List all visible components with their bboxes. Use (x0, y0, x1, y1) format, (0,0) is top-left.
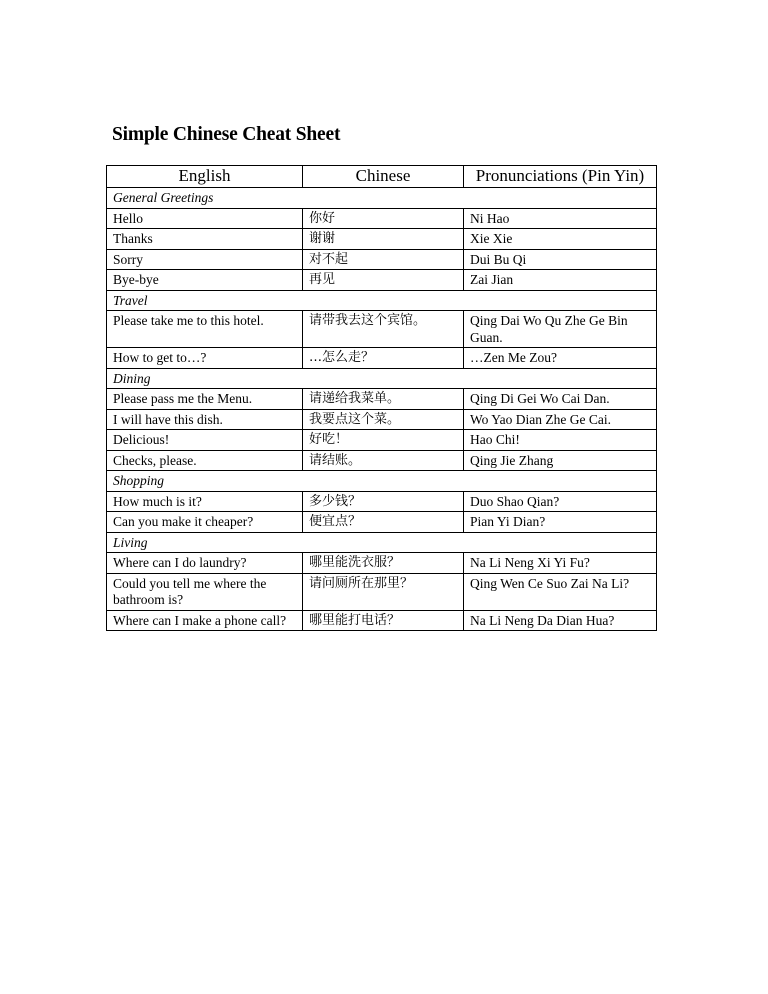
chinese-cell: 哪里能洗衣服？ (303, 553, 464, 574)
english-cell: I will have this dish. (107, 409, 303, 430)
section-row (107, 471, 657, 492)
english-cell: Where can I do laundry? (107, 553, 303, 574)
english-cell: Please pass me the Menu. (107, 389, 303, 410)
table-row (107, 553, 657, 574)
chinese-cell: …怎么走？ (303, 348, 464, 369)
table-row (107, 389, 657, 410)
pinyin-cell: Ni Hao (464, 208, 657, 229)
pinyin-cell: Na Li Neng Xi Yi Fu? (464, 553, 657, 574)
column-header-english: English (107, 166, 303, 188)
english-cell: Bye-bye (107, 270, 303, 291)
table-row (107, 311, 657, 348)
english-cell: Can you make it cheaper? (107, 512, 303, 533)
section-row (107, 188, 657, 209)
section-row (107, 290, 657, 311)
english-cell: Hello (107, 208, 303, 229)
section-heading: Dining (107, 368, 657, 389)
chinese-cell: 请带我去这个宾馆。 (303, 311, 464, 348)
english-cell: Please take me to this hotel. (107, 311, 303, 348)
table-body (107, 188, 657, 631)
chinese-cell: 好吃！ (303, 430, 464, 451)
section-heading: Shopping (107, 471, 657, 492)
section-heading: Travel (107, 290, 657, 311)
pinyin-cell: Qing Dai Wo Qu Zhe Ge Bin Guan. (464, 311, 657, 348)
table-row (107, 270, 657, 291)
column-header-pinyin: Pronunciations (Pin Yin) (464, 166, 657, 188)
chinese-cell: 我要点这个菜。 (303, 409, 464, 430)
table-row (107, 430, 657, 451)
pinyin-cell: Duo Shao Qian? (464, 491, 657, 512)
chinese-cell: 谢谢 (303, 229, 464, 250)
section-row (107, 368, 657, 389)
section-row (107, 532, 657, 553)
chinese-cell: 便宜点？ (303, 512, 464, 533)
pinyin-cell: Xie Xie (464, 229, 657, 250)
table-row (107, 208, 657, 229)
table-row (107, 409, 657, 430)
chinese-cell: 请结账。 (303, 450, 464, 471)
english-cell: Delicious! (107, 430, 303, 451)
pinyin-cell: Qing Jie Zhang (464, 450, 657, 471)
chinese-cell: 请问厕所在那里？ (303, 573, 464, 610)
table-row (107, 512, 657, 533)
table-row (107, 348, 657, 369)
chinese-cell: 哪里能打电话？ (303, 610, 464, 631)
pinyin-cell: Wo Yao Dian Zhe Ge Cai. (464, 409, 657, 430)
pinyin-cell: Pian Yi Dian? (464, 512, 657, 533)
table-row (107, 491, 657, 512)
phrase-table (106, 165, 657, 631)
table-row (107, 229, 657, 250)
pinyin-cell: …Zen Me Zou? (464, 348, 657, 369)
table-row (107, 573, 657, 610)
table-row (107, 450, 657, 471)
english-cell: Could you tell me where the bathroom is? (107, 573, 303, 610)
english-cell: Thanks (107, 229, 303, 250)
table-row (107, 610, 657, 631)
chinese-cell: 你好 (303, 208, 464, 229)
english-cell: How much is it? (107, 491, 303, 512)
pinyin-cell: Hao Chi! (464, 430, 657, 451)
english-cell: Sorry (107, 249, 303, 270)
pinyin-cell: Qing Di Gei Wo Cai Dan. (464, 389, 657, 410)
chinese-cell: 请递给我菜单。 (303, 389, 464, 410)
english-cell: Where can I make a phone call? (107, 610, 303, 631)
pinyin-cell: Zai Jian (464, 270, 657, 291)
column-header-chinese: Chinese (303, 166, 464, 188)
pinyin-cell: Na Li Neng Da Dian Hua? (464, 610, 657, 631)
section-heading: General Greetings (107, 188, 657, 209)
chinese-cell: 多少钱？ (303, 491, 464, 512)
english-cell: How to get to…? (107, 348, 303, 369)
pinyin-cell: Qing Wen Ce Suo Zai Na Li? (464, 573, 657, 610)
chinese-cell: 对不起 (303, 249, 464, 270)
chinese-cell: 再见 (303, 270, 464, 291)
section-heading: Living (107, 532, 657, 553)
table-row (107, 249, 657, 270)
english-cell: Checks, please. (107, 450, 303, 471)
table-header-row (107, 166, 657, 188)
pinyin-cell: Dui Bu Qi (464, 249, 657, 270)
page-title: Simple Chinese Cheat Sheet (112, 124, 341, 145)
